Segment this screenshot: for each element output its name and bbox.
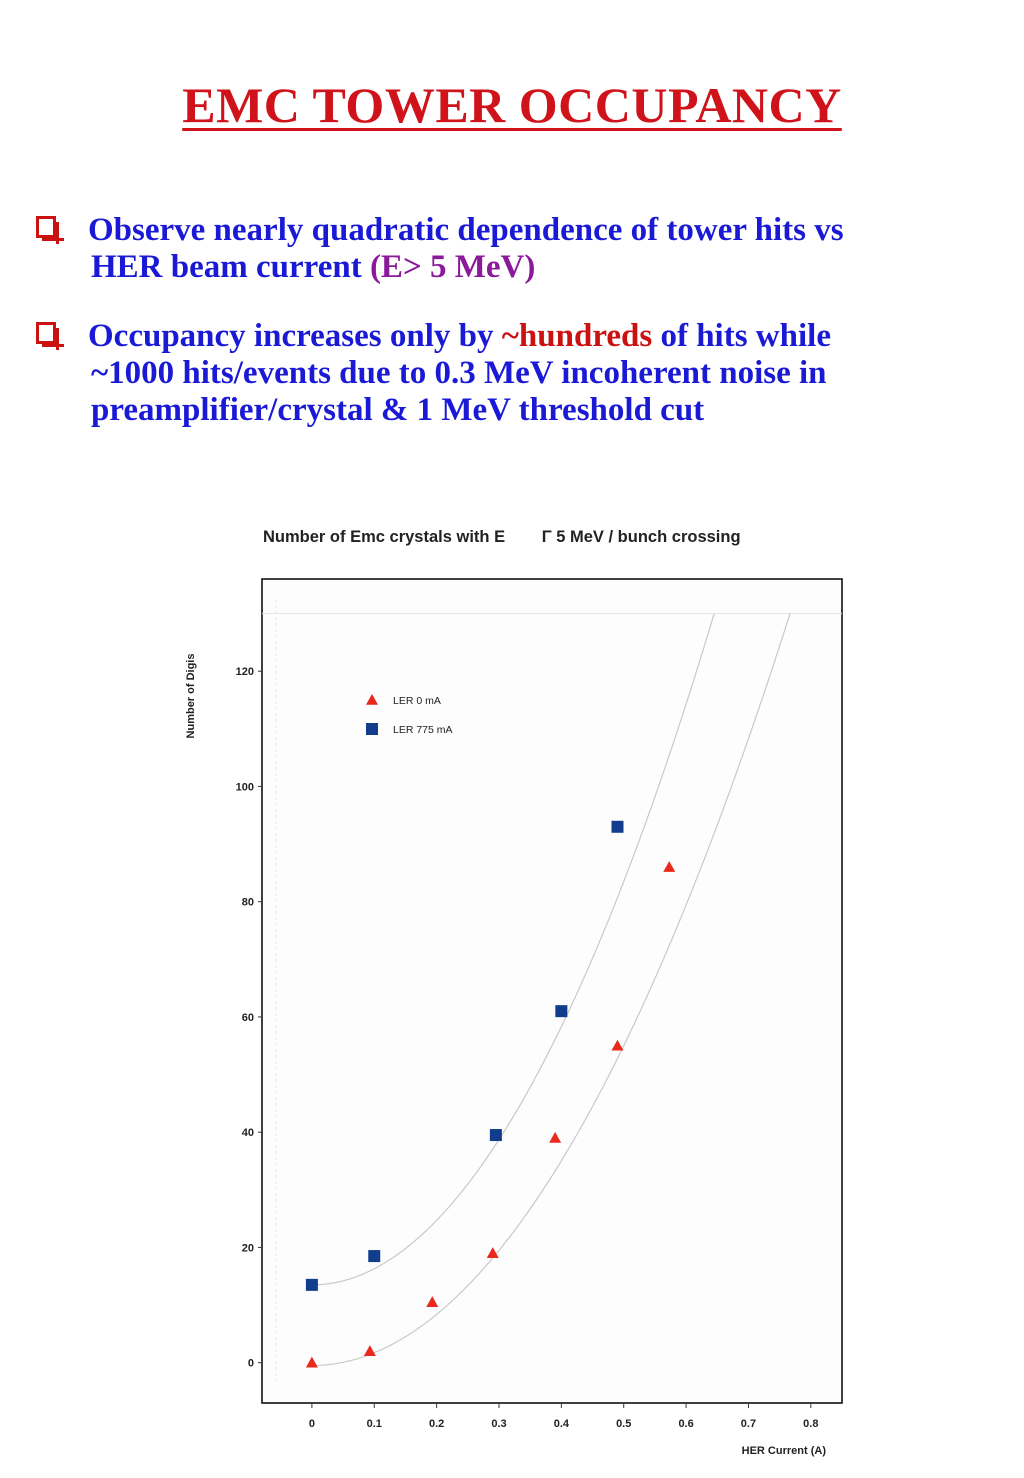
x-tick-label: 0.4 [553, 1418, 570, 1430]
data-point-ler-775 [490, 1129, 502, 1141]
x-tick-label: 0.2 [428, 1418, 445, 1430]
y-tick-label: 20 [241, 1242, 254, 1255]
legend-label: LER 0 mA [393, 695, 441, 707]
y-tick-label: 0 [247, 1357, 254, 1370]
bullet-2-line2: ~1000 hits/events due to 0.3 MeV incoherent noise in [91, 355, 827, 391]
legend-label: LER 775 mA [393, 724, 453, 736]
bullet-2-highlight: ~hundreds [501, 318, 653, 354]
page-title: EMC TOWER OCCUPANCY [182, 77, 842, 133]
data-point-ler-775 [368, 1250, 380, 1262]
y-tick-label: 80 [241, 896, 254, 909]
chart-title: Number of Emc crystals with E Γ 5 MeV / bunch crossing [263, 528, 741, 546]
bullet-1-highlight: (E> 5 MeV) [369, 249, 536, 285]
x-axis-label: HER Current (A) [741, 1445, 826, 1457]
data-point-ler-775 [306, 1279, 318, 1291]
x-tick-label: 0.7 [740, 1418, 757, 1430]
x-tick-label: 0.8 [803, 1418, 819, 1430]
y-tick-label: 100 [235, 781, 254, 794]
bullet-1-line1: Observe nearly quadratic dependence of tower hits vs [88, 212, 844, 248]
y-tick-label: 40 [241, 1127, 254, 1140]
y-tick-label: 60 [241, 1011, 254, 1024]
x-tick-label: 0.1 [366, 1418, 382, 1430]
x-tick-label: 0 [308, 1418, 315, 1430]
bullet-1-line2: HER beam current [91, 249, 362, 285]
x-tick-label: 0.3 [491, 1418, 507, 1430]
data-point-ler-775 [611, 821, 623, 833]
bullet-2-line1-post: of hits while [652, 318, 831, 354]
legend-marker [366, 723, 378, 735]
bullet-2-line3: preamplifier/crystal & 1 MeV threshold cut [91, 392, 705, 428]
x-tick-label: 0.6 [678, 1418, 694, 1430]
y-axis-label: Number of Digis [185, 653, 197, 739]
x-tick-label: 0.5 [616, 1418, 632, 1430]
bullet-2-line1-pre: Occupancy increases only by [88, 318, 502, 354]
data-point-ler-775 [555, 1005, 567, 1017]
y-tick-label: 120 [235, 666, 254, 679]
